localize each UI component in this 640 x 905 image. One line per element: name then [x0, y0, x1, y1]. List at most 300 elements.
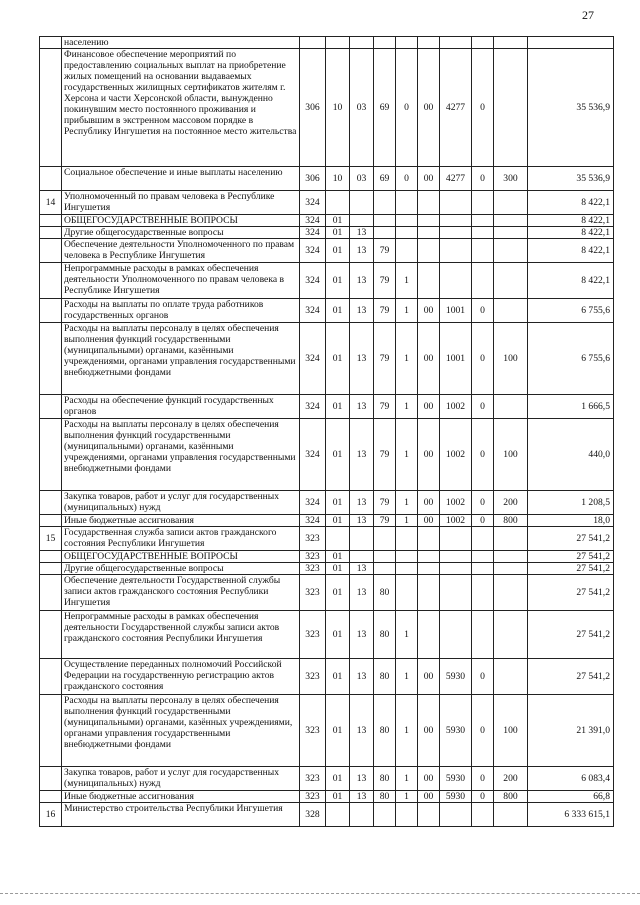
- cell-rz: 01: [326, 767, 350, 791]
- cell-vr: 100: [494, 419, 528, 491]
- table-row: [40, 227, 614, 239]
- cell-num: [40, 395, 62, 419]
- cell-sum: 8 422,1: [528, 239, 614, 263]
- cell-rz: [326, 191, 350, 215]
- cell-rz: 01: [326, 239, 350, 263]
- cell-name: Расходы на выплаты персоналу в целях обеспечения выполнения функций государственными (муниципальными) органами, казёнными учреждениями, органами управления государственными внебюджетными фондами: [62, 323, 300, 395]
- cell-p4: [440, 191, 472, 215]
- cell-p5: [472, 37, 494, 49]
- cell-p1: [374, 37, 396, 49]
- cell-p5: 0: [472, 695, 494, 767]
- cell-p4: [440, 215, 472, 227]
- cell-sum: 8 422,1: [528, 227, 614, 239]
- cell-p5: 0: [472, 419, 494, 491]
- cell-vr: 800: [494, 791, 528, 803]
- cell-p5: 0: [472, 515, 494, 527]
- cell-p1: 80: [374, 791, 396, 803]
- table-row: [40, 611, 614, 659]
- cell-glava: 324: [300, 215, 326, 227]
- cell-vr: [494, 191, 528, 215]
- cell-num: [40, 791, 62, 803]
- cell-rz: 10: [326, 49, 350, 167]
- cell-p4: [440, 239, 472, 263]
- cell-p2: 1: [396, 263, 418, 299]
- cell-p5: [472, 551, 494, 563]
- cell-glava: 323: [300, 659, 326, 695]
- page-number: 27: [582, 8, 594, 22]
- cell-rz: [326, 527, 350, 551]
- cell-p2: 1: [396, 419, 418, 491]
- cell-p3: 00: [418, 491, 440, 515]
- cell-num: [40, 299, 62, 323]
- cell-p4: [440, 227, 472, 239]
- cell-rz: 01: [326, 395, 350, 419]
- cell-p2: 1: [396, 395, 418, 419]
- cell-rz: [326, 37, 350, 49]
- cell-sum: 27 541,2: [528, 575, 614, 611]
- cell-vr: [494, 227, 528, 239]
- cell-name: Другие общегосударственные вопросы: [62, 563, 300, 575]
- cell-vr: [494, 299, 528, 323]
- cell-p1: 79: [374, 395, 396, 419]
- cell-rz: 01: [326, 563, 350, 575]
- cell-p3: [418, 803, 440, 827]
- cell-p1: 79: [374, 263, 396, 299]
- cell-p2: 0: [396, 49, 418, 167]
- cell-num: [40, 575, 62, 611]
- cell-rz: 01: [326, 575, 350, 611]
- cell-p2: [396, 215, 418, 227]
- table-row: [40, 767, 614, 791]
- table-row: [40, 527, 614, 551]
- cell-rz: 01: [326, 419, 350, 491]
- cell-rz: 01: [326, 215, 350, 227]
- cell-glava: 324: [300, 263, 326, 299]
- cell-rz: 10: [326, 167, 350, 191]
- cell-name: Другие общегосударственные вопросы: [62, 227, 300, 239]
- cell-num: [40, 49, 62, 167]
- cell-glava: 328: [300, 803, 326, 827]
- cell-p5: 0: [472, 49, 494, 167]
- cell-p1: [374, 227, 396, 239]
- cell-p5: 0: [472, 395, 494, 419]
- cell-p4: 1002: [440, 491, 472, 515]
- cell-p2: 1: [396, 515, 418, 527]
- cell-num: [40, 767, 62, 791]
- cell-vr: 100: [494, 323, 528, 395]
- cell-p1: 79: [374, 239, 396, 263]
- cell-p3: 00: [418, 167, 440, 191]
- cell-p4: [440, 563, 472, 575]
- cell-num: 14: [40, 191, 62, 215]
- cell-p4: 5930: [440, 659, 472, 695]
- cell-p2: [396, 527, 418, 551]
- cell-glava: 306: [300, 49, 326, 167]
- cell-p3: [418, 191, 440, 215]
- cell-sum: 440,0: [528, 419, 614, 491]
- cell-p5: [472, 263, 494, 299]
- cell-glava: 324: [300, 323, 326, 395]
- cell-num: [40, 419, 62, 491]
- cell-glava: 324: [300, 227, 326, 239]
- cell-name: Расходы на выплаты персоналу в целях обеспечения выполнения функций государственными (муниципальными) органами, казёнными учреждениями, органами управления государственными внебюджетными фондами: [62, 419, 300, 491]
- cell-p2: 1: [396, 659, 418, 695]
- cell-glava: 323: [300, 575, 326, 611]
- table-row: [40, 695, 614, 767]
- cell-vr: 200: [494, 491, 528, 515]
- cell-p1: [374, 551, 396, 563]
- cell-sum: 8 422,1: [528, 215, 614, 227]
- cell-p4: 5930: [440, 791, 472, 803]
- cell-name: Иные бюджетные ассигнования: [62, 515, 300, 527]
- cell-rz: 01: [326, 299, 350, 323]
- table-row: [40, 515, 614, 527]
- cell-p3: 00: [418, 49, 440, 167]
- cell-rz: [326, 803, 350, 827]
- cell-p3: 00: [418, 299, 440, 323]
- cell-sum: 35 536,9: [528, 49, 614, 167]
- cell-p1: 79: [374, 419, 396, 491]
- cell-p5: [472, 563, 494, 575]
- cell-vr: [494, 803, 528, 827]
- cell-p1: 79: [374, 323, 396, 395]
- cell-p3: [418, 37, 440, 49]
- cell-num: [40, 491, 62, 515]
- cell-p1: [374, 527, 396, 551]
- cell-num: [40, 611, 62, 659]
- cell-p1: 69: [374, 167, 396, 191]
- table-row: [40, 419, 614, 491]
- cell-sum: 18,0: [528, 515, 614, 527]
- cell-vr: [494, 215, 528, 227]
- cell-num: [40, 323, 62, 395]
- cell-p1: [374, 803, 396, 827]
- cell-sum: 1 208,5: [528, 491, 614, 515]
- cell-p5: 0: [472, 491, 494, 515]
- cell-pr: 13: [350, 767, 374, 791]
- cell-glava: 324: [300, 239, 326, 263]
- cell-pr: 13: [350, 563, 374, 575]
- cell-p1: 69: [374, 49, 396, 167]
- cell-name: Расходы на выплаты по оплате труда работников государственных органов: [62, 299, 300, 323]
- cell-p4: 5930: [440, 695, 472, 767]
- cell-p1: 80: [374, 695, 396, 767]
- cell-vr: [494, 575, 528, 611]
- cell-p3: [418, 551, 440, 563]
- cell-glava: 323: [300, 611, 326, 659]
- cell-rz: 01: [326, 323, 350, 395]
- cell-p4: [440, 527, 472, 551]
- cell-vr: 800: [494, 515, 528, 527]
- cell-rz: 01: [326, 791, 350, 803]
- cell-sum: 35 536,9: [528, 167, 614, 191]
- cell-sum: 6 333 615,1: [528, 803, 614, 827]
- cell-name: Финансовое обеспечение мероприятий по предоставлению социальных выплат на приобретение жилых помещений на основании выдаваемых государственных жилищных сертификатов жителям г. Херсона и части Херсонской области, вынужденно покинувшим место постоянного проживания и прибывшим в экстренном массовом порядке в Республику Ингушетия на постоянное место жительства: [62, 49, 300, 167]
- cell-num: 16: [40, 803, 62, 827]
- cell-rz: 01: [326, 659, 350, 695]
- table-row: [40, 191, 614, 215]
- cell-vr: [494, 611, 528, 659]
- cell-vr: [494, 263, 528, 299]
- cell-num: [40, 167, 62, 191]
- table-row: [40, 167, 614, 191]
- cell-sum: [528, 37, 614, 49]
- cell-p1: [374, 215, 396, 227]
- cell-p2: [396, 239, 418, 263]
- table-row: [40, 791, 614, 803]
- cell-pr: [350, 551, 374, 563]
- cell-p1: 79: [374, 491, 396, 515]
- cell-p2: [396, 575, 418, 611]
- cell-pr: 13: [350, 395, 374, 419]
- cell-p2: 0: [396, 167, 418, 191]
- cell-sum: 1 666,5: [528, 395, 614, 419]
- cell-glava: 323: [300, 695, 326, 767]
- cell-pr: 13: [350, 515, 374, 527]
- cell-p3: 00: [418, 395, 440, 419]
- cell-sum: 6 755,6: [528, 299, 614, 323]
- cell-pr: 13: [350, 611, 374, 659]
- cell-pr: [350, 191, 374, 215]
- cell-p4: 1001: [440, 323, 472, 395]
- cell-name: Закупка товаров, работ и услуг для государственных (муниципальных) нужд: [62, 767, 300, 791]
- cell-p2: 1: [396, 323, 418, 395]
- cell-glava: 323: [300, 551, 326, 563]
- cell-pr: [350, 803, 374, 827]
- cell-p4: 1001: [440, 299, 472, 323]
- cell-p2: [396, 37, 418, 49]
- cell-sum: 27 541,2: [528, 563, 614, 575]
- cell-pr: 03: [350, 49, 374, 167]
- cell-p5: [472, 611, 494, 659]
- table-row: [40, 323, 614, 395]
- cell-glava: 323: [300, 791, 326, 803]
- cell-p5: [472, 239, 494, 263]
- cell-p3: 00: [418, 515, 440, 527]
- cell-p3: [418, 563, 440, 575]
- cell-p4: [440, 37, 472, 49]
- cell-pr: [350, 527, 374, 551]
- cell-p3: [418, 527, 440, 551]
- cell-name: Обеспечение деятельности Уполномоченного по правам человека в Республике Ингушетия: [62, 239, 300, 263]
- cell-glava: 324: [300, 299, 326, 323]
- cell-p5: [472, 227, 494, 239]
- cell-sum: 27 541,2: [528, 551, 614, 563]
- cell-vr: [494, 49, 528, 167]
- cell-name: населению: [62, 37, 300, 49]
- cell-p1: 80: [374, 767, 396, 791]
- table-row: [40, 239, 614, 263]
- cell-num: [40, 551, 62, 563]
- cell-rz: 01: [326, 551, 350, 563]
- cell-pr: 13: [350, 263, 374, 299]
- cell-rz: 01: [326, 263, 350, 299]
- cell-p5: [472, 215, 494, 227]
- cell-name: ОБЩЕГОСУДАРСТВЕННЫЕ ВОПРОСЫ: [62, 215, 300, 227]
- cell-name: Расходы на обеспечение функций государственных органов: [62, 395, 300, 419]
- table-body: [40, 37, 614, 827]
- table-row: [40, 491, 614, 515]
- cell-vr: [494, 563, 528, 575]
- cell-name: Закупка товаров, работ и услуг для государственных (муниципальных) нужд: [62, 491, 300, 515]
- cell-vr: 300: [494, 167, 528, 191]
- cell-glava: 323: [300, 767, 326, 791]
- cell-rz: 01: [326, 515, 350, 527]
- cell-p2: 1: [396, 611, 418, 659]
- cell-p4: 4277: [440, 167, 472, 191]
- cell-glava: 324: [300, 491, 326, 515]
- table-row: [40, 215, 614, 227]
- cell-pr: 13: [350, 419, 374, 491]
- cell-sum: 27 541,2: [528, 611, 614, 659]
- cell-p4: 4277: [440, 49, 472, 167]
- cell-p5: 0: [472, 323, 494, 395]
- cell-p1: 79: [374, 515, 396, 527]
- cell-p2: 1: [396, 491, 418, 515]
- cell-num: [40, 515, 62, 527]
- cell-vr: [494, 395, 528, 419]
- cell-glava: 323: [300, 527, 326, 551]
- cell-name: Непрограммные расходы в рамках обеспечения деятельности Уполномоченного по правам человека в Республике Ингушетия: [62, 263, 300, 299]
- cell-name: Министерство строительства Республики Ингушетия: [62, 803, 300, 827]
- cell-p5: [472, 191, 494, 215]
- cell-vr: [494, 527, 528, 551]
- cell-p1: [374, 563, 396, 575]
- cell-vr: [494, 239, 528, 263]
- cell-p2: 1: [396, 767, 418, 791]
- cell-pr: 13: [350, 695, 374, 767]
- cell-pr: 13: [350, 239, 374, 263]
- cell-rz: 01: [326, 491, 350, 515]
- cell-name: Государственная служба записи актов гражданского состояния Республики Ингушетия: [62, 527, 300, 551]
- table-row: [40, 299, 614, 323]
- cell-vr: [494, 659, 528, 695]
- cell-num: [40, 227, 62, 239]
- cell-pr: 13: [350, 791, 374, 803]
- cell-sum: 27 541,2: [528, 527, 614, 551]
- cell-glava: 324: [300, 191, 326, 215]
- cell-glava: 324: [300, 515, 326, 527]
- cell-p1: 79: [374, 299, 396, 323]
- cell-p5: [472, 527, 494, 551]
- cell-p4: [440, 803, 472, 827]
- cell-p5: [472, 575, 494, 611]
- table-row: [40, 395, 614, 419]
- cell-p2: [396, 227, 418, 239]
- cell-p5: 0: [472, 767, 494, 791]
- cell-vr: [494, 37, 528, 49]
- cell-sum: 8 422,1: [528, 263, 614, 299]
- cell-glava: 324: [300, 419, 326, 491]
- cell-rz: 01: [326, 227, 350, 239]
- cell-vr: [494, 551, 528, 563]
- cell-sum: 6 755,6: [528, 323, 614, 395]
- cell-name: Расходы на выплаты персоналу в целях обеспечения выполнения функций государственными (муниципальными) органами, казённых учреждениями, органами управления государственными внебюджетными фондами: [62, 695, 300, 767]
- cell-p3: [418, 227, 440, 239]
- cell-p3: 00: [418, 419, 440, 491]
- cell-num: [40, 695, 62, 767]
- cell-p4: [440, 551, 472, 563]
- cell-name: Осуществление переданных полномочий Российской Федерации на государственную регистрацию актов гражданского состояния: [62, 659, 300, 695]
- cell-rz: 01: [326, 695, 350, 767]
- cell-p3: [418, 611, 440, 659]
- cell-pr: [350, 215, 374, 227]
- cell-p4: [440, 611, 472, 659]
- cell-p5: [472, 803, 494, 827]
- cell-num: [40, 563, 62, 575]
- cell-num: [40, 263, 62, 299]
- cell-p5: 0: [472, 659, 494, 695]
- cell-p2: [396, 551, 418, 563]
- table-row: [40, 263, 614, 299]
- cell-p3: [418, 263, 440, 299]
- cell-pr: 13: [350, 575, 374, 611]
- budget-table: [39, 36, 614, 827]
- cell-num: [40, 659, 62, 695]
- cell-p4: 1002: [440, 395, 472, 419]
- cell-pr: 13: [350, 659, 374, 695]
- cell-p3: [418, 575, 440, 611]
- cell-p4: 1002: [440, 419, 472, 491]
- cell-num: 15: [40, 527, 62, 551]
- cell-p5: 0: [472, 299, 494, 323]
- cell-name: Иные бюджетные ассигнования: [62, 791, 300, 803]
- cell-glava: [300, 37, 326, 49]
- cell-p2: 1: [396, 695, 418, 767]
- cell-p3: [418, 239, 440, 263]
- cell-p1: [374, 191, 396, 215]
- cell-p3: 00: [418, 695, 440, 767]
- table-row: [40, 551, 614, 563]
- table-row: [40, 575, 614, 611]
- table-row: [40, 659, 614, 695]
- cell-p1: 80: [374, 575, 396, 611]
- cell-glava: 306: [300, 167, 326, 191]
- cell-name: ОБЩЕГОСУДАРСТВЕННЫЕ ВОПРОСЫ: [62, 551, 300, 563]
- cell-p2: 1: [396, 299, 418, 323]
- cell-sum: 27 541,2: [528, 659, 614, 695]
- cell-p5: 0: [472, 791, 494, 803]
- cell-pr: 13: [350, 227, 374, 239]
- cell-p3: 00: [418, 791, 440, 803]
- cell-name: Непрограммные расходы в рамках обеспечения деятельности Государственной службы записи актов гражданского состояния Республики Ингушетия: [62, 611, 300, 659]
- cell-name: Обеспечение деятельности Государственной службы записи актов гражданского состояния Республики Ингушетия: [62, 575, 300, 611]
- table-row: [40, 803, 614, 827]
- page-bottom-edge: [0, 893, 640, 894]
- cell-p1: 80: [374, 611, 396, 659]
- cell-rz: 01: [326, 611, 350, 659]
- table-row: [40, 49, 614, 167]
- cell-p2: [396, 563, 418, 575]
- cell-vr: 100: [494, 695, 528, 767]
- cell-pr: 13: [350, 491, 374, 515]
- cell-p2: [396, 191, 418, 215]
- cell-glava: 324: [300, 395, 326, 419]
- cell-num: [40, 215, 62, 227]
- table-row: [40, 37, 614, 49]
- cell-pr: 03: [350, 167, 374, 191]
- cell-p2: [396, 803, 418, 827]
- cell-p4: 1002: [440, 515, 472, 527]
- cell-vr: 200: [494, 767, 528, 791]
- cell-p3: 00: [418, 659, 440, 695]
- cell-name: Социальное обеспечение и иные выплаты населению: [62, 167, 300, 191]
- cell-pr: 13: [350, 299, 374, 323]
- cell-p3: 00: [418, 323, 440, 395]
- cell-sum: 66,8: [528, 791, 614, 803]
- cell-p4: 5930: [440, 767, 472, 791]
- cell-sum: 21 391,0: [528, 695, 614, 767]
